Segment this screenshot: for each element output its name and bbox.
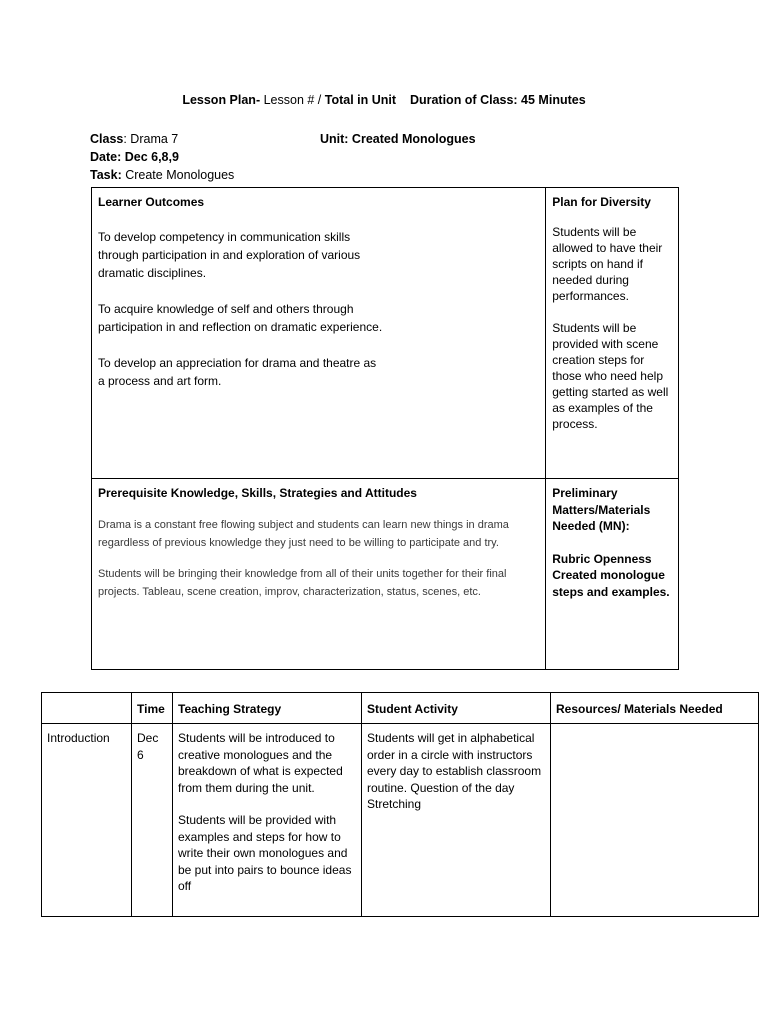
duration-label: Duration of Class: 45 Minutes: [409, 93, 586, 107]
schedule-table: [41, 692, 759, 917]
prerequisite-row: [92, 479, 679, 670]
schedule-header-row: [42, 693, 759, 724]
column-header-resources: Resources/ Materials Needed: [551, 693, 759, 724]
lesson-number-label: Lesson # /: [260, 93, 325, 107]
outcomes-table: [91, 187, 679, 670]
materials-needed-cell: [546, 479, 679, 670]
learner-outcome-item: To develop an appreciation for drama and theatre as a process and art form.: [98, 356, 377, 388]
plan-for-diversity-cell: [546, 188, 679, 479]
outcomes-row: [92, 188, 679, 479]
teaching-strategy-cell: [173, 724, 362, 917]
class-label: Class: [90, 132, 124, 146]
prerequisite-cell: [92, 479, 546, 670]
learner-outcome-item: To develop competency in communication skills through participation in and exploration of various dramatic disciplines.: [98, 230, 361, 280]
task-line: [90, 166, 234, 184]
materials-needed-heading: Preliminary Matters/Materials Needed (MN):: [552, 486, 651, 533]
column-header-time: Time: [132, 693, 173, 724]
time-cell: Dec 6: [132, 724, 173, 917]
column-header: [42, 693, 132, 724]
date-line: Date: Dec 6,8,9: [90, 150, 179, 164]
learner-outcomes-cell: [92, 188, 546, 479]
plan-for-diversity-heading: Plan for Diversity: [552, 195, 651, 209]
class-line: [90, 130, 178, 148]
lesson-plan-label: Lesson Plan-: [182, 93, 261, 107]
diversity-item: Students will be allowed to have their scripts on hand if needed during performances.: [552, 225, 663, 303]
learner-outcome-item: To acquire knowledge of self and others through participation in and reflection on dramatic experience.: [98, 302, 383, 334]
materials-needed-body: Rubric Openness Created monologue steps and examples.: [552, 551, 670, 599]
student-activity-cell: Students will get in alphabetical order in a circle with instructors every day to establish classroom routine. Question of the day Stretching: [362, 724, 551, 917]
resources-cell: [551, 724, 759, 917]
column-header-teaching-strategy: Teaching Strategy: [173, 693, 362, 724]
task-label: Task:: [90, 168, 122, 182]
class-value: : Drama 7: [123, 132, 179, 146]
total-in-unit-label: Total in Unit: [324, 93, 397, 107]
unit-line: Unit: Created Monologues: [320, 132, 476, 146]
teaching-strategy-item: Students will be introduced to creative monologues and the breakdown of what is expected from them during the unit.: [178, 731, 343, 795]
column-header-student-activity: Student Activity: [362, 693, 551, 724]
prerequisite-item: Drama is a constant free flowing subject and students can learn new things in drama regardless of previous knowledge they just need to be willing to participate and try.: [98, 519, 509, 549]
learner-outcomes-heading: Learner Outcomes: [98, 195, 205, 209]
teaching-strategy-item: Students will be provided with examples and steps for how to write their own monologues and be put into pairs to bounce ideas off: [178, 813, 352, 893]
task-value: Create Monologues: [121, 168, 235, 182]
prerequisite-item: Students will be bringing their knowledge from all of their units together for their final projects. Tableau, scene creation, improv, characterization, status, scenes, etc.: [98, 568, 507, 598]
prerequisite-heading: Prerequisite Knowledge, Skills, Strategies and Attitudes: [98, 486, 417, 500]
phase-cell: Introduction: [42, 724, 132, 917]
diversity-item: Students will be provided with scene creation steps for those who need help getting started as well as examples of the process.: [552, 321, 669, 431]
page-title: [0, 93, 768, 107]
table-row: [42, 724, 759, 917]
